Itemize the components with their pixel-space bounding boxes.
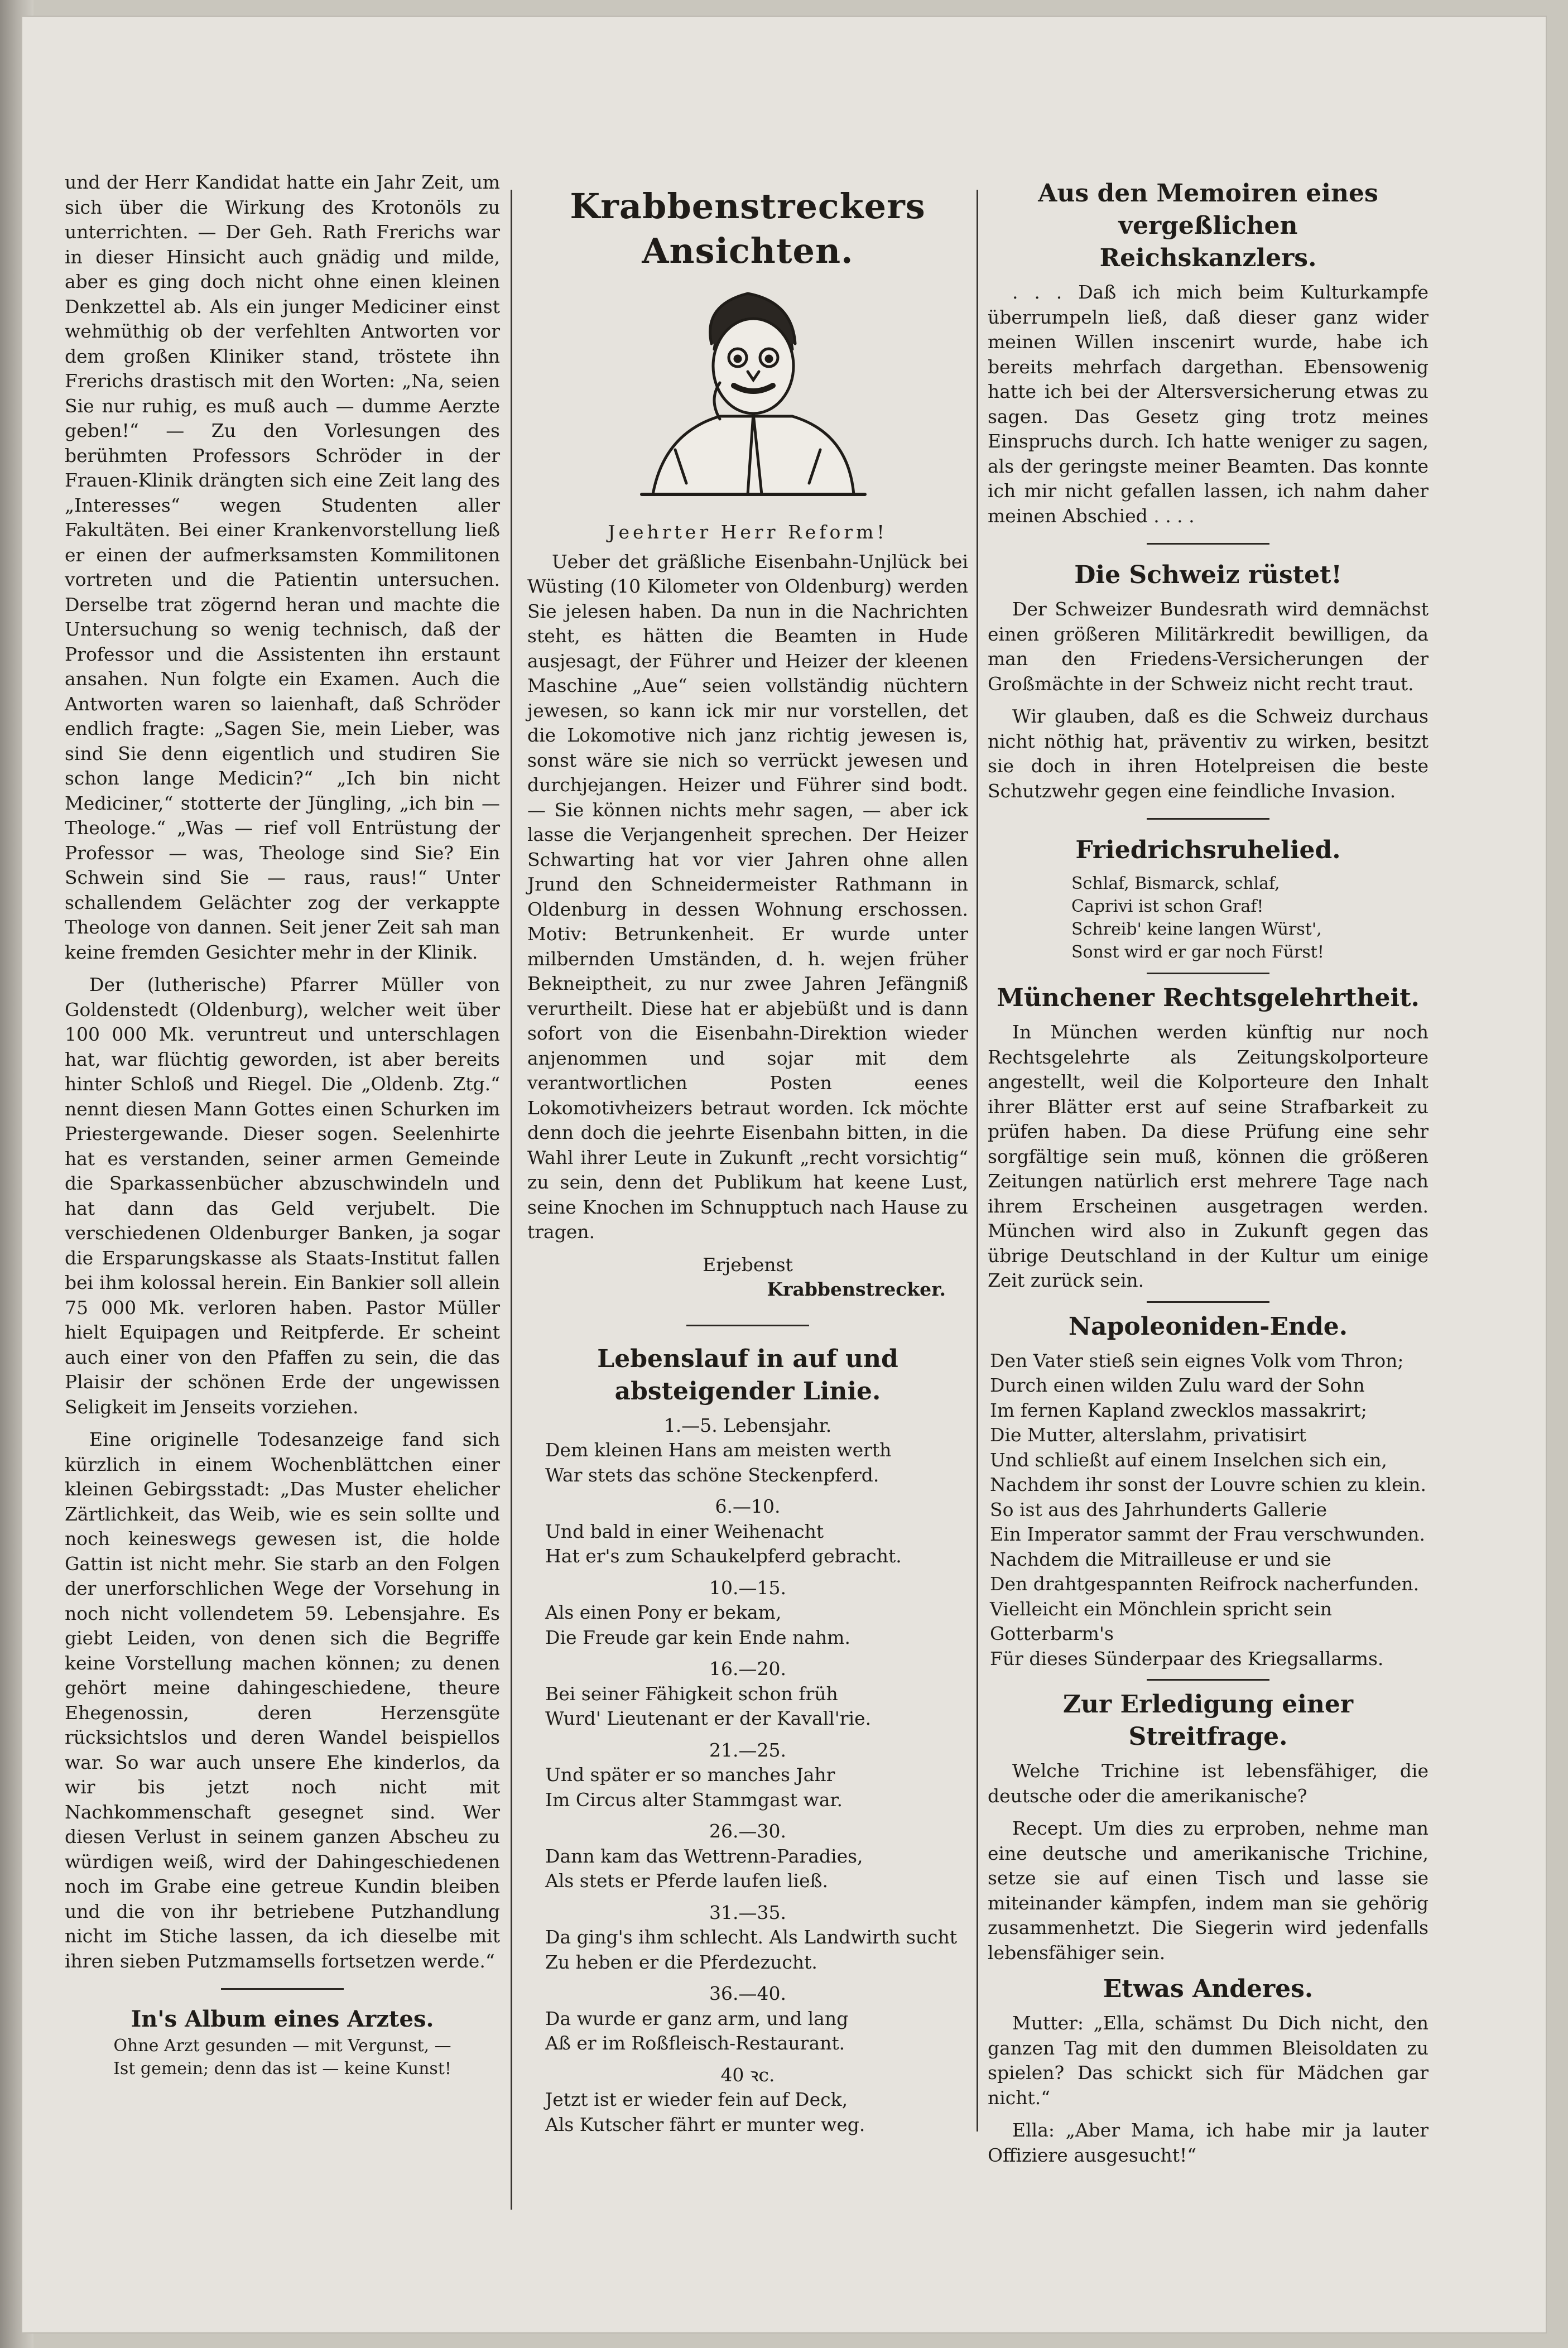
column-rule-right [977, 190, 978, 2132]
poem-line: Vielleicht ein Mönchlein spricht sein Gotterbarm's [990, 1598, 1333, 1644]
poem-line: Und schließt auf einem Inselchen sich ein, [990, 1449, 1387, 1471]
stanza-line: Als stets er Pferde laufen ließ. [545, 1870, 829, 1892]
salutation: Jeehrter Herr Reform! [608, 521, 888, 543]
poem-stanza [527, 1657, 968, 1731]
column-rule-left [511, 190, 512, 2210]
stanza-line: Dem kleinen Hans am meisten werth [545, 1439, 892, 1461]
poem-stanza [527, 1981, 968, 2056]
poem-line: Nachdem ihr sonst der Louvre schien zu klein. [990, 1474, 1426, 1495]
divider [686, 1325, 809, 1326]
stanza-line: Im Circus alter Stammgast war. [545, 1788, 843, 1811]
poem-stanza [527, 1900, 968, 1975]
divider [1147, 543, 1269, 545]
poem-line: Durch einen wilden Zulu ward der Sohn [990, 1374, 1365, 1396]
stanza-age: 6.—10. [715, 1495, 781, 1517]
etwas-anderes-title: Etwas Anderes. [1103, 1975, 1314, 2003]
stanza-line: Zu heben er die Pferdezucht. [545, 1951, 817, 1973]
stanza-line: Da ging's ihm schlecht. Als Landwirth sucht [545, 1926, 958, 1948]
stanza-age: 10.—15. [709, 1576, 786, 1599]
stanza-age: 21.—25. [709, 1739, 786, 1761]
poem-line: So ist aus des Jahrhunderts Gallerie [990, 1498, 1327, 1521]
stanza-age: 26.—30. [709, 1820, 786, 1842]
friedrichsruhelied-verse [988, 872, 1428, 964]
divider [1147, 1679, 1269, 1681]
poem-line: Den Vater stieß sein eignes Volk vom Thron; [990, 1349, 1404, 1372]
caricature-illustration [608, 282, 887, 506]
stanza-line: Als Kutscher fährt er munter weg. [545, 2113, 865, 2135]
signature: Krabbenstrecker. [767, 1278, 946, 1300]
divider [1147, 973, 1269, 974]
poem-stanza [527, 1494, 968, 1569]
article-todesanzeige: Eine originelle Todesanzeige fand sich kürzlich in einem Wochenblättchen einer kleinen Gebirgsstadt: „Das Muster ehelicher Zärtlichkeit, das Weib, wie es sein sollte und noch keineswegs gewesen ist, die holde Gattin ist nicht mehr. Sie starb an den Folgen der unerforschlichen Wege der Vorsehung in noch nicht vollendetem 59. Lebensjahre. Es giebt Leiden, von denen sich die Begriffe keine Vorstellung machen können; zu denen gehört meine dahingeschiedene, theure Ehegenossin, deren Herzensgüte rücksichtslos und deren Wandel beispiellos war. So war auch unsere Ehe kinderlos, da wir bis jetzt noch nicht mit Nachkommenschaft gesegnet sind. Wer diesen Verlust in seinem ganzen Abscheu zu würdigen weiß, wird der Dahingeschiedenen noch im Grabe eine getreue Kundin bleiben und die von ihr betriebene Putzhandlung nicht im Stiche lassen, da ich dieselbe mit ihren sieben Putzmamsells fortsetzen werde.“ [65, 1428, 500, 1972]
poem-stanza [527, 1413, 968, 1488]
verse-line: Caprivi ist schon Graf! [1071, 897, 1264, 916]
stanza-line: Jetzt ist er wieder fein auf Deck, [545, 2089, 848, 2110]
stanza-line: War stets das schöne Steckenpferd. [545, 1464, 879, 1486]
poem-stanza [527, 1738, 968, 1813]
stanza-line: Bei seiner Fähigkeit schon früh [545, 1682, 838, 1705]
lebenslauf-poem [527, 1413, 968, 2138]
verse-line: Schlaf, Bismarck, schlaf, [1071, 874, 1280, 893]
stanza-age: 40 ꝛc. [720, 2063, 775, 2086]
poem-line: Im fernen Kapland zwecklos massakrirt; [990, 1399, 1367, 1421]
poem-line: Ein Imperator sammt der Frau verschwunden. [990, 1523, 1425, 1545]
friedrichsruhelied-title: Friedrichsruhelied. [1075, 836, 1341, 864]
column-middle [527, 179, 968, 2144]
stanza-line: Aß er im Roßfleisch-Restaurant. [545, 2032, 845, 2054]
closing: Erjebenst [703, 1253, 793, 1276]
poem-line: Den drahtgespannten Reifrock nacherfunden. [990, 1573, 1420, 1595]
article-frerichs: und der Herr Kandidat hatte ein Jahr Zeit, um sich über die Wirkung des Krotonöls zu unterrichten. — Der Geh. Rath Frerichs war in dieser Hinsicht auch gnädig und milde, aber es ging doch nicht ohne einen kleinen Denkzettel ab. Als ein junger Mediciner einst wehmüthig ob der verfehlten Antworten vor dem großen Kliniker stand, tröstete ihn Frerichs drastisch mit den Worten: „Na, seien Sie nur ruhig, es muß auch — dumme Aerzte geben!“ — Zu den Vorlesungen des berühmten Professors Schröder in der Frauen-Klinik drängten sich eine Zeit lang des „Interesses“ wegen Studenten aller Fakultäten. Bei einer Krankenvorstellung ließ er einen der aufmerksamsten Kommilitonen vortreten und die Patientin untersuchen. Derselbe trat zögernd heran und machte die Untersuchung so wenig technisch, daß der Professor und die Assistenten ihn erstaunt ansahen. Nun folgte ein Examen. Auch die Antworten waren so laienhaft, daß Schröder endlich fragte: „Sagen Sie, mein Lieber, was sind Sie denn eigentlich und studiren Sie schon lange Medicin?“ „Ich bin nicht Mediciner,“ stotterte der Jüngling, „ich bin — Theologe.“ „Was — rief voll Entrüstung der Professor — was, Theologe sind Sie? Ein Schwein sind Sie — raus, raus!“ Unter schallendem Gelächter zog der verkappte Theologe von dannen. Seit jener Zeit sah man keine fremden Gesichter mehr in der Klinik. [65, 171, 500, 963]
napoleoniden-poem [988, 1349, 1428, 1672]
poem-stanza [527, 2063, 968, 2138]
lebenslauf-title: Lebenslauf in auf und absteigender Linie. [597, 1344, 898, 1406]
poem-line: Die Mutter, alterslahm, privatisirt [990, 1424, 1306, 1446]
stanza-line: Und bald in einer Weihenacht [545, 1520, 824, 1542]
column-right [988, 173, 1428, 2176]
poem-stanza [527, 1576, 968, 1651]
column-left [65, 170, 500, 2089]
verse-line: Sonst wird er gar noch Fürst! [1071, 942, 1324, 962]
stanza-line: Als einen Pony er bekam, [545, 1601, 782, 1623]
stanza-age: 16.—20. [709, 1658, 786, 1680]
album-line: Ist gemein; denn das ist — keine Kunst! [113, 2059, 451, 2078]
newspaper-page [22, 17, 1546, 2332]
schweiz-text-2: Wir glauben, daß es die Schweiz durchaus nicht nöthig hat, präventiv zu wirken, besitzt sie doch in ihren Hotelpreisen die beste Schutzwehr gegen eine feindliche Invasion. [988, 705, 1428, 802]
schweiz-text-1: Der Schweizer Bundesrath wird demnächst einen größeren Militärkredit bewilligen, da man den Friedens-Versicherungen der Großmächte in der Schweiz nicht recht traut. [988, 598, 1428, 695]
album-verse [65, 2034, 500, 2080]
stanza-line: Wurd' Lieutenant er der Kavall'rie. [545, 1707, 872, 1729]
stanza-age: 36.—40. [709, 1983, 786, 2004]
schweiz-title: Die Schweiz rüstet! [1074, 561, 1342, 589]
streitfrage-question: Welche Trichine ist lebensfähiger, die deutsche oder die amerikanische? [988, 1760, 1428, 1807]
napoleoniden-title: Napoleoniden-Ende. [1068, 1312, 1348, 1341]
poem-line: Für dieses Sünderpaar des Kriegsallarms. [990, 1647, 1384, 1669]
krabbenstrecker-title: Krabbenstreckers Ansichten. [570, 186, 926, 271]
etwas-anderes-mutter: Mutter: „Ella, schämst Du Dich nicht, den ganzen Tag mit den dummen Bleisoldaten zu spielen? Das schickt sich für Mädchen gar nicht.“ [988, 2012, 1428, 2109]
divider [1147, 1301, 1269, 1303]
stanza-age: 1.—5. Lebensjahr. [663, 1414, 832, 1436]
divider [221, 1988, 344, 1990]
krabbenstrecker-letter: Ueber det gräßliche Eisenbahn-Unjlück bei Wüsting (10 Kilometer von Oldenburg) werden Sie jelesen haben. Da nun in die Nachrichten steht, es hätten die Beamten in Hude ausjesagt, der Führer und Heizer der kleenen Maschine „Aue“ seien vollständig nüchtern jewesen, so kann ick mir nur vorstellen, det die Lokomotive nich janz richtig jewesen is, sonst wäre sie nich so verrückt jewesen und durchjejangen. Heizer und Führer sind bodt. — Sie können nichts mehr sagen, — aber ick lasse die Verjangenheit sprechen. Der Heizer Schwarting hat vor vier Jahren ohne allen Jrund den Schneidermeister Rathmann in Oldenburg in dessen Wohnung erschossen. Motiv: Betrunkenheit. Er wurde unter milbernden Umständen, d. h. wejen früher Bekneiptheit, zu nur zwee Jahren Jefängniß verurtheilt. Diese hat er abjebüßt und is dann sofort von die Eisenbahn-Direktion wieder anjenommen und sojar mit dem verantwortlichen Posten eenes Lokomotivheizers betraut worden. Ick möchte denn doch die jeehrte Eisenbahn bitten, in die Wahl ihrer Leute in Zukunft „recht vorsichtig“ zu sein, denn det Publikum hat keene Lust, seine Knochen im Schnupptuch nach Hause zu tragen. [527, 550, 968, 1243]
stanza-line: Hat er's zum Schaukelpferd gebracht. [545, 1545, 902, 1567]
album-line: Ohne Arzt gesunden — mit Vergunst, — [113, 2036, 451, 2056]
divider [1147, 818, 1269, 820]
muenchener-text: In München werden künftig nur noch Rechtsgelehrte als Zeitungskolporteure angestellt, weil die Kolporteure den Inhalt ihrer Blätter erst auf seine Strafbarkeit zu prüfen haben. Da diese Prüfung eine sehr sorgfältige sein muß, können die größeren Zeitungen natürlich erst mehrere Tage nach ihrem Erscheinen ausgetragen werden. München wird also in Zukunft gegen das übrige Deutschland in der Kultur um einige Zeit zurück sein. [988, 1021, 1428, 1291]
streitfrage-title: Zur Erledigung einer Streitfrage. [1062, 1690, 1354, 1751]
article-pfarrer-mueller: Der (lutherische) Pfarrer Müller von Goldenstedt (Oldenburg), welcher weit über 100 000 Mk. veruntreut und unterschlagen hat, war flüchtig geworden, ist aber bereits hinter Schloß und Riegel. Die „Oldenb. Ztg.“ nennt diesen Mann Gottes einen Schurken im Priestergewande. Dieser sogen. Seelenhirte hat es verstanden, seiner armen Gemeinde die Sparkassenbücher abzuschwindeln und hat dann das Geld verjubelt. Die verschiedenen Oldenburger Banken, ja sogar die Ersparungskasse als Staats-Institut fallen bei ihm kolossal herein. Ein Bankier soll allein 75 000 Mk. verloren haben. Pastor Müller hielt Equipagen und Reitpferde. Er scheint auch einer von den Pfaffen zu sein, die das Plaisir der schönen Erde der ungewissen Seligkeit im Jenseits vorziehen. [65, 974, 500, 1418]
stanza-line: Und später er so manches Jahr [545, 1764, 835, 1786]
streitfrage-recept: Recept. Um dies zu erproben, nehme man eine deutsche und amerikanische Trichine, setze sie auf einen Tisch und lasse sie miteinander kämpfen, indem man sie gehörig zusammenhetzt. Die Siegerin wird jedenfalls lebensfähiger sein. [988, 1817, 1428, 1964]
stanza-line: Die Freude gar kein Ende nahm. [545, 1626, 850, 1648]
verse-line: Schreib' keine langen Würst', [1071, 920, 1322, 939]
poem-line: Nachdem die Mitrailleuse er und sie [990, 1548, 1331, 1570]
poem-stanza [527, 1819, 968, 1894]
memoiren-title: Aus den Memoiren eines vergeßlichen Reichskanzlers. [1038, 179, 1378, 272]
album-title: In's Album eines Arztes. [131, 2006, 434, 2032]
stanza-age: 31.—35. [709, 1901, 786, 1923]
stanza-line: Dann kam das Wettrenn-Paradies, [545, 1845, 863, 1867]
stanza-line: Da wurde er ganz arm, und lang [545, 2007, 849, 2029]
etwas-anderes-ella: Ella: „Aber Mama, ich habe mir ja lauter Offiziere ausgesucht!“ [988, 2119, 1428, 2166]
muenchener-title: Münchener Rechtsgelehrtheit. [997, 984, 1420, 1012]
memoiren-text: . . . Daß ich mich beim Kulturkampfe überrumpeln ließ, daß dieser ganz wider meinen Willen inscenirt wurde, habe ich bereits mehrfach dargethan. Ebensowenig hatte ich bei der Altersversicherung etwas zu sagen. Das Gesetz ging trotz meines Einspruchs durch. Ich hatte weniger zu sagen, als der geringste meiner Beamten. Das konnte ich mir nicht gefallen lassen, ich nahm daher meinen Abschied . . . . [988, 281, 1428, 527]
